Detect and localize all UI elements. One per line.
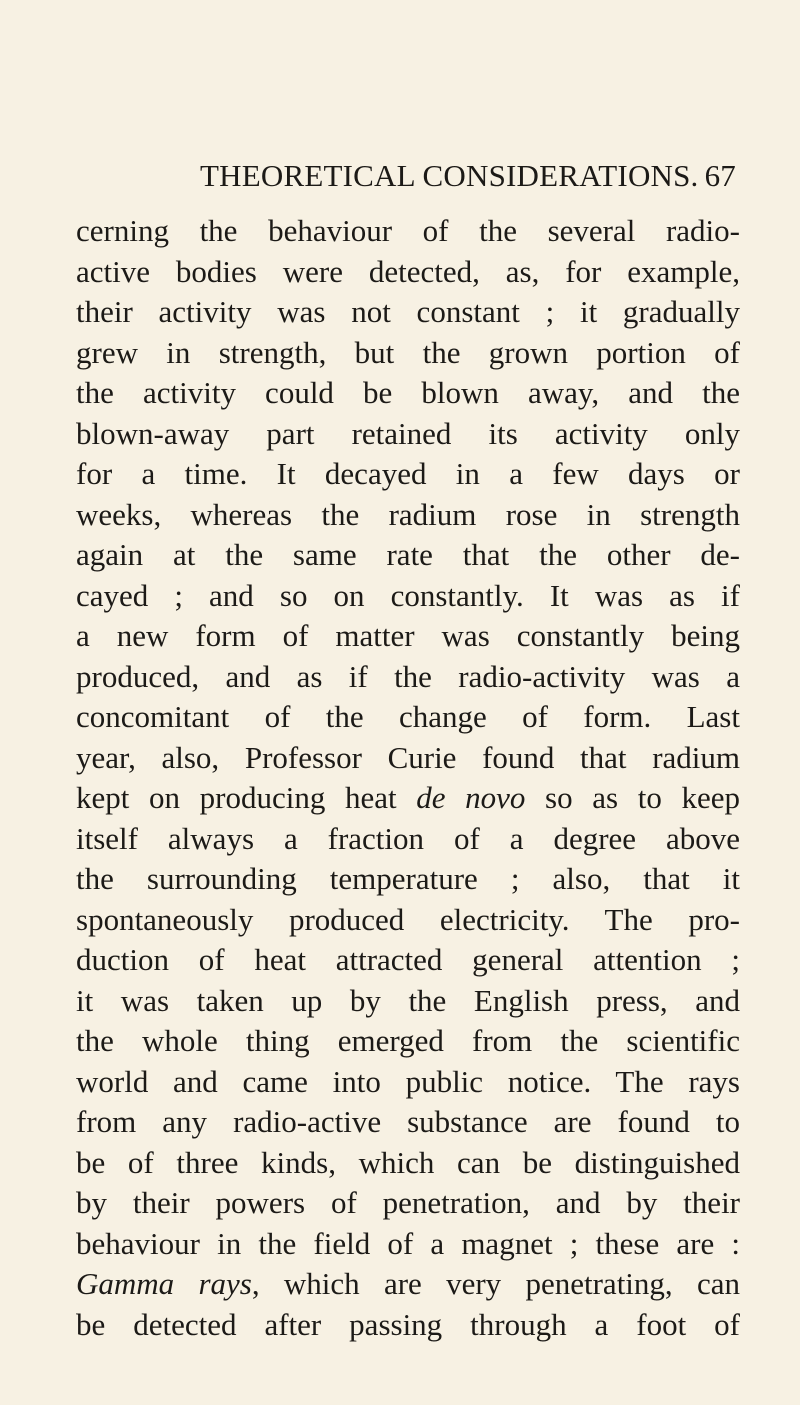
text-line: world and came into public notice. The rays (76, 1063, 740, 1099)
text-line: spontaneously produced electricity. The pro- (76, 901, 740, 937)
body-text (76, 211, 740, 1345)
text-line: be detected after passing through a foot of (76, 1306, 740, 1342)
text-line (76, 1264, 740, 1305)
text-line: cerning the behaviour of the several radio- (76, 213, 740, 248)
running-head (200, 158, 740, 198)
text-line: by their powers of penetration, and by their (76, 1185, 740, 1220)
text-line: grew in strength, but the grown portion of (76, 334, 740, 370)
text-line (76, 778, 740, 819)
text-line: again at the same rate that the other de- (76, 537, 740, 572)
page-number: 67 (704, 158, 736, 193)
text-line: duction of heat attracted general attention ; (76, 942, 740, 977)
text-line: concomitant of the change of form. Last (76, 699, 740, 734)
text-line: it was taken up by the English press, and (76, 982, 740, 1018)
text-line: blown-away part retained its activity only (76, 415, 740, 451)
text-line: itself always a fraction of a degree above (76, 820, 740, 856)
running-title: THEORETICAL CONSIDERATIONS. (200, 158, 699, 193)
text-run: so as to keep (525, 780, 740, 815)
text-run: , which are very penetrating, can (251, 1266, 740, 1301)
text-line: be of three kinds, which can be distinguished (76, 1144, 740, 1180)
text-line: the activity could be blown away, and the (76, 375, 740, 410)
text-line: a new form of matter was constantly being (76, 618, 740, 653)
text-line: active bodies were detected, as, for example, (76, 253, 740, 289)
text-run: kept on producing heat (76, 780, 417, 815)
text-line: their activity was not constant ; it gradually (76, 294, 740, 329)
text-line: cayed ; and so on constantly. It was as if (76, 577, 740, 613)
italic-phrase: de novo (416, 780, 526, 815)
text-line: for a time. It decayed in a few days or (76, 456, 740, 491)
text-line: weeks, whereas the radium rose in strength (76, 496, 740, 532)
text-line: year, also, Professor Curie found that radium (76, 739, 740, 775)
text-line: from any radio-active substance are found to (76, 1104, 740, 1139)
italic-phrase: Gamma rays (76, 1266, 252, 1301)
text-line: produced, and as if the radio-activity was a (76, 658, 740, 694)
text-line: the whole thing emerged from the scientific (76, 1023, 740, 1058)
text-line: behaviour in the field of a magnet ; these are : (76, 1225, 740, 1261)
text-line: the surrounding temperature ; also, that it (76, 861, 740, 896)
